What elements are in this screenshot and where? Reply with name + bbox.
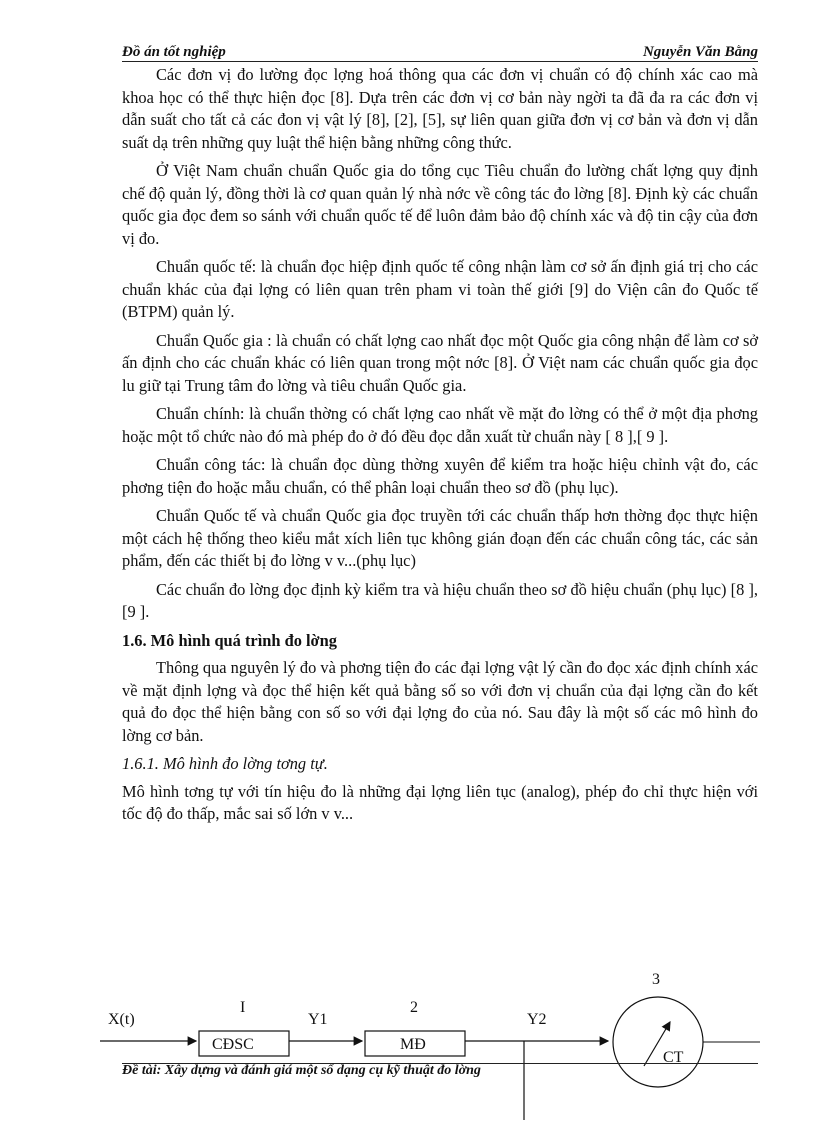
subsection-paragraph: Mô hình tơng tự với tín hiệu đo là những đại lợng liên tục (analog), phép đo chỉ thực hiện với tốc độ đo thấp, mắc sai số lớn v v... xyxy=(122,781,758,823)
number-block1: I xyxy=(240,999,246,1016)
paragraph-5: Chuẩn chính: là chuẩn thờng có chất lợng cao nhất về mặt đo lờng có thể ở một địa phơng hoặc một tổ chức nào đó mà phép đo ở đó đều đọc dẫn xuất từ chuẩn này [ 8 ],[ 9 ]. xyxy=(122,404,758,446)
document-body xyxy=(122,64,758,832)
paragraph-4: Chuẩn Quốc gia : là chuẩn có chất lợng cao nhất đọc một Quốc gia công nhận để làm cơ sở ấn định cho các chuẩn khác có liên quan trong một nớc [8]. Ở Việt nam các chuẩn quốc gia đọc lu giữ tại Trung tâm đo lờng và tiêu chuẩn Quốc gia. xyxy=(122,330,758,395)
header-left: Đồ án tốt nghiệp xyxy=(122,44,226,60)
number-block2: 2 xyxy=(410,999,418,1016)
number-block3: 3 xyxy=(652,971,660,988)
block-cdsc-label: CĐSC xyxy=(212,1036,254,1053)
page-footer: Đề tài: Xây dựng và đánh giá một số dạng cụ kỹ thuật đo lờng xyxy=(122,1063,481,1078)
paragraph-2: Ở Việt Nam chuẩn chuẩn Quốc gia do tổng cục Tiêu chuẩn đo lường chất lợng quy định chế độ quản lý, đồng thời là cơ quan quản lý nhà nớc về công tác đo lờng [8]. Định kỳ các chuẩn quốc gia đọc đem so sánh với chuẩn quốc tế để luôn đảm bảo độ chính xác và độ tin cậy của đơn vị đo. xyxy=(122,161,758,248)
header-rule xyxy=(122,61,758,62)
section-paragraph: Thông qua nguyên lý đo và phơng tiện đo các đại lợng vật lý cần đo đọc xác định chính xác về mặt định lợng và đọc thể hiện kết quả bằng số so với đơn vị chuẩn của đại lợng cần đo kết quả đo đọc thể hiện bằng con số so với đại lợng đo của nó. Sau đây là một số các mô hình đo lờng cơ bản. xyxy=(122,658,758,745)
indicator-label: CT xyxy=(663,1049,684,1066)
label-signal-y1: Y1 xyxy=(308,1011,328,1028)
paragraph-8: Các chuẩn đo lờng đọc định kỳ kiểm tra và hiệu chuẩn theo sơ đồ hiệu chuẩn (phụ lục) [8 ], [9 ]. xyxy=(122,579,758,621)
header-right: Nguyễn Văn Bằng xyxy=(642,44,758,60)
subsection-heading: 1.6.1. Mô hình đo lờng tơng tự. xyxy=(122,754,328,773)
label-signal-y2: Y2 xyxy=(527,1011,547,1028)
paragraph-1: Các đơn vị đo lường đọc lợng hoá thông qua các đơn vị chuẩn có độ chính xác cao mà khoa học có thể thực hiện đọc [8]. Dựa trên các đơn vị cơ bản này ngời ta đã đa ra các đơn vị dẫn suất cho tất cả các đon vị vật lý [8], [2], [5], sự liên quan giữa đơn vị cơ bản và đơn vị dẫn suất dạ trên những quy luật thể hiện bằng những công thức. xyxy=(122,65,758,152)
block-md-label: MĐ xyxy=(400,1036,426,1053)
paragraph-7: Chuẩn Quốc tế và chuẩn Quốc gia đọc truyền tới các chuẩn thấp hơn thờng đọc thực hiện một cách hệ thống theo kiểu mắt xích liên tục không gián đoạn đến các chuẩn công tác, các sản phẩm, đến các thiết bị đo lờng v v...(phụ lục) xyxy=(122,506,758,570)
label-input: X(t) xyxy=(108,1011,135,1028)
paragraph-3: Chuẩn quốc tế: là chuẩn đọc hiệp định quốc tế công nhận làm cơ sở ấn định giá trị cho các chuẩn khác của đại lợng có liên quan trên pham vi toàn thế giới [9] do Viện cân đo Quốc tế (BTPM) quản lý. xyxy=(122,257,758,321)
paragraph-6: Chuẩn công tác: là chuẩn đọc dùng thờng xuyên để kiểm tra hoặc hiệu chỉnh vật đo, các phơng tiện đo hoặc mẫu chuẩn, có thể phân loại chuẩn theo sơ đồ (phụ lục). xyxy=(122,455,758,497)
section-heading: 1.6. Mô hình quá trình đo lờng xyxy=(122,630,337,650)
measurement-block-diagram xyxy=(0,960,816,1123)
